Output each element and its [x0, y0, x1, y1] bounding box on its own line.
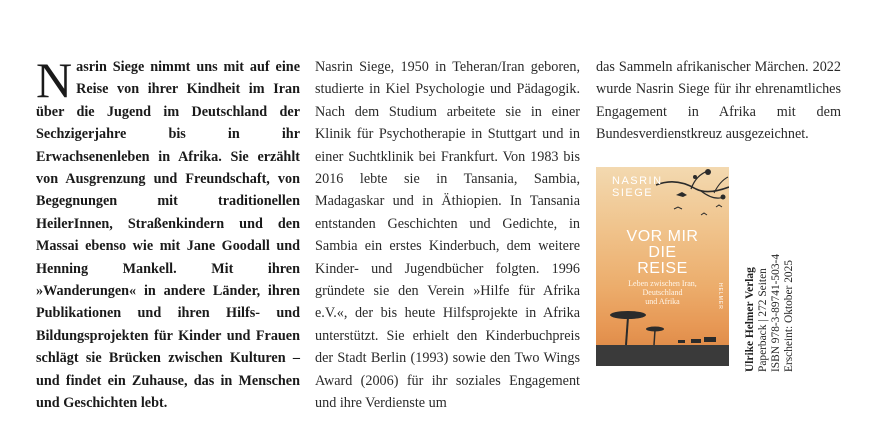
cover-subtitle: Leben zwischen Iran, Deutschland und Afrika — [628, 279, 697, 306]
imprint-isbn: ISBN 978-3-89741-503-4 — [770, 253, 782, 372]
imprint-format: Paperback | 272 Seiten — [757, 268, 769, 372]
cover-title: VOR MIR DIE REISE — [626, 228, 699, 277]
imprint-publisher: Ulrike Helmer Verlag — [744, 267, 756, 372]
drop-cap: N — [36, 52, 73, 108]
book-description — [36, 52, 300, 415]
cover-author: NASRIN SIEGE — [612, 175, 663, 199]
book-imprint — [744, 122, 796, 372]
author-bio-continued-text: das Sammeln afrikanischer Märchen. 2022 wurde Nasrin Siege für ihr ehrenamtliches Engagement in Afrika mit dem Bundesverdienstkreuz ausgezeichnet. — [596, 59, 841, 143]
author-bio — [315, 56, 580, 415]
description-text: asrin Siege nimmt uns mit auf eine Reise von ihrer Kindheit im Iran über die Jugend im Deutschland der Sechzigerjahre bis in ihr Erwachsenenleben in Afrika. Sie erzählt von Ausgrenzung und Freundschaft, von Begegnungen mit traditionellen HeilerInnen, Straßenkindern und den Massai ebenso wie mit Jane Goodall und Henning Mankell. Mit ihren »Wanderungen« in andere Länder, ihren Publikationen und ihren Hilfs- und Bildungsprojekten für Kinder und Frauen schlägt sie Brücken zwischen Kulturen – und findet ein Zuhause, das in Menschen und Geschichten lebt. — [36, 59, 300, 412]
imprint-release: Erscheint: Oktober 2025 — [783, 260, 795, 372]
book-cover — [596, 167, 729, 366]
author-bio-text: Nasrin Siege, 1950 in Teheran/Iran geboren, studierte in Kiel Psychologie und Pädagogik. Nach dem Studium arbeitete sie in einer Klinik für Psychotherapie in Stuttgart und in einer Suchtklinik bei Frankfurt. Von 1983 bis 2016 lebte sie in Tansania, Sambia, Madagaskar und in Äthiopien. In Tansania entstanden Geschichten und Gedichte, in Sambia ein erstes Kinderbuch, dem weitere Kinder- und Jugendbücher folgten. 1996 gründete sie den Verein »Hilfe für Afrika e.V.«, der bis heute Hilfsprojekte in Afrika unterstützt. Sie erhielt den Kinderbuchpreis der Stadt Berlin (1993) sowie den Two Wings Award (2006) für ihr soziales Engagement und ihre Verdienste um — [315, 59, 580, 412]
author-bio-continued — [596, 56, 841, 146]
cover-publisher-logo: HELMER — [717, 283, 723, 310]
